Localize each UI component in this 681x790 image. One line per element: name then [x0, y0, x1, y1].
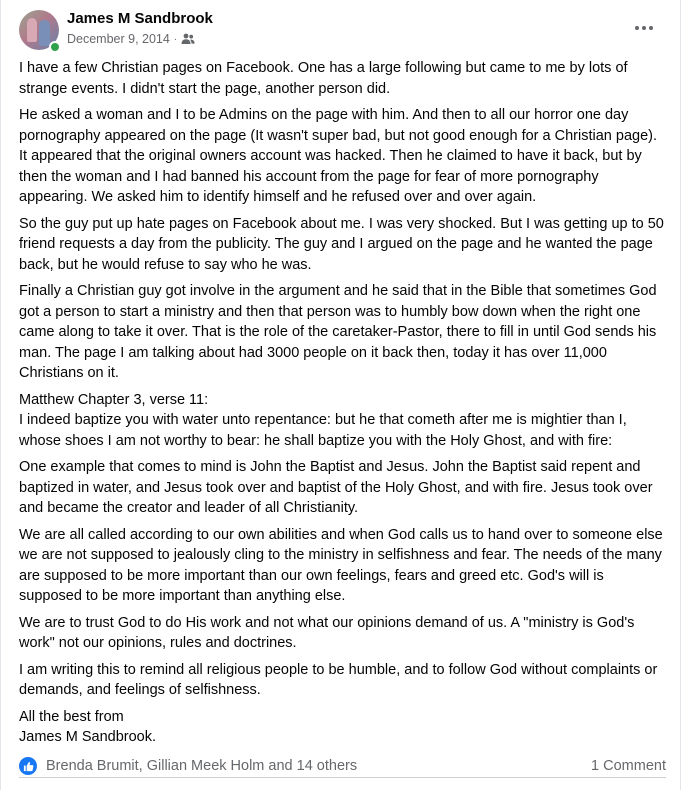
post-paragraph: Finally a Christian guy got involve in the argument and he said that in the Bible that sometimes God got a person to start a ministry and then that person was to humbly bow down when the right one came along to take it over. That is the role of the caretaker-Pastor, there to fill in until God sends his man. The page I am talking about had 3000 people on it back then, today it has over 11,000 Christians on it. — [19, 283, 657, 381]
post-body — [19, 58, 666, 754]
more-options-icon[interactable] — [630, 18, 658, 38]
post-paragraph: I am writing this to remind all religious people to be humble, and to follow God without complaints or demands, and feelings of selfishness. — [19, 661, 658, 698]
post-paragraph: Matthew Chapter 3, verse 11: I indeed baptize you with water unto repentance: but he that cometh after me is mightier than I, whose shoes I am not worthy to bear: he shall baptize you with the Holy Ghost, and with fire: — [19, 391, 627, 449]
post-header — [17, 8, 664, 50]
post-paragraph: I have a few Christian pages on Facebook. One has a large following but came to me by lots of strange events. I didn't start the page, another person did. — [19, 60, 628, 97]
author-name[interactable]: James M Sandbrook — [67, 10, 213, 27]
post-paragraph: One example that comes to mind is John the Baptist and Jesus. John the Baptist said repent and baptized in water, and Jesus took over and baptist of the Holy Ghost, and with fire. Jesus took over and became the creator and leader of all Christianity. — [19, 459, 653, 516]
online-status-icon — [49, 41, 61, 53]
avatar-figure — [39, 20, 50, 46]
reactions-summary[interactable]: Brenda Brumit, Gillian Meek Holm and 14 others — [46, 758, 358, 774]
post-paragraph: We are all called according to our own abilities and when God calls us to hand over to someone else we are not supposed to jealously cling to the ministry in selfishness and fear. The needs of the many are supposed to be more important than our own feelings, fears and greed etc. God's will is supposed to be more important than anything else. — [19, 526, 663, 604]
comments-count[interactable]: 1 Comment — [591, 758, 666, 774]
avatar-figure — [27, 18, 37, 42]
post-paragraph: We are to trust God to do His work and not what our opinions demand of us. A "ministry is God's work" not our opinions, rules and doctrines. — [19, 614, 635, 651]
post-footer — [19, 754, 666, 778]
like-reaction-icon[interactable] — [19, 757, 37, 775]
meta-separator: · — [173, 33, 178, 45]
post-paragraph: He asked a woman and I to be Admins on the page with him. And then to all our horror one day pornography appeared on the page (It wasn't super bad, but not good enough for a Christian page). It appeared that the original owners account was hacked. Then he claimed to have it back, but by then the woman and I had banned his account from the page for fear of more pornography appearing. We asked him to identify himself and he refused over and over again. — [19, 107, 657, 205]
post-paragraph: All the best from James M Sandbrook. — [19, 708, 157, 745]
footer-divider — [19, 777, 666, 778]
post-date[interactable]: December 9, 2014 — [67, 32, 170, 46]
post-paragraph: So the guy put up hate pages on Facebook about me. I was very shocked. But I was getting up to 50 friend requests a day from the publicity. The guy and I argued on the page and he wanted the page back, but he would refuse to say who he was. — [19, 215, 664, 273]
post-meta — [67, 32, 195, 46]
thumbs-up-icon — [23, 761, 34, 772]
friends-audience-icon[interactable] — [181, 33, 195, 45]
